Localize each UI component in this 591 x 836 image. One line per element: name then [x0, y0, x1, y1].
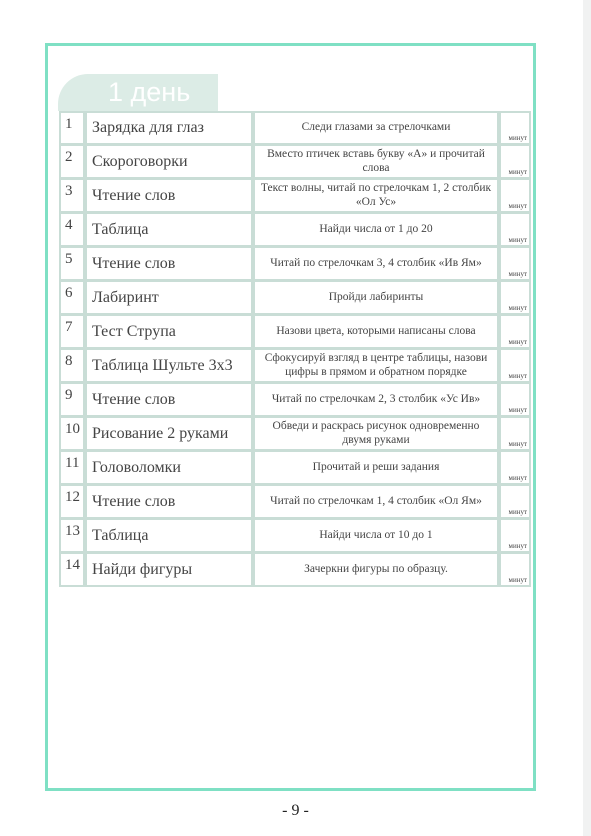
task-name: Чтение слов [85, 485, 253, 519]
task-row [59, 281, 531, 315]
task-number: 9 [59, 383, 85, 417]
task-description: Читай по стрелочкам 2, 3 столбик «Ус Ив» [253, 383, 499, 417]
task-row [59, 315, 531, 349]
minutes-field [499, 213, 531, 247]
task-number: 1 [59, 111, 85, 145]
task-name: Головоломки [85, 451, 253, 485]
minutes-unit-label: минут [508, 406, 527, 414]
task-number: 12 [59, 485, 85, 519]
task-name: Рисование 2 руками [85, 417, 253, 451]
task-row [59, 383, 531, 417]
task-row [59, 553, 531, 587]
task-number: 14 [59, 553, 85, 587]
minutes-field [499, 383, 531, 417]
page-number: - 9 - [282, 802, 309, 819]
task-table [59, 111, 531, 587]
minutes-field [499, 349, 531, 383]
task-name: Найди фигуры [85, 553, 253, 587]
task-name: Зарядка для глаз [85, 111, 253, 145]
task-number: 2 [59, 145, 85, 179]
minutes-field [499, 519, 531, 553]
minutes-field [499, 315, 531, 349]
page-edge-strip [583, 0, 591, 836]
minutes-unit-label: минут [508, 474, 527, 482]
task-number: 3 [59, 179, 85, 213]
task-number: 4 [59, 213, 85, 247]
minutes-field [499, 451, 531, 485]
task-description: Сфокусируй взгляд в центре таблицы, назови цифры в прямом и обратном порядке [253, 349, 499, 383]
task-name: Таблица [85, 213, 253, 247]
task-description: Следи глазами за стрелочками [253, 111, 499, 145]
minutes-unit-label: минут [508, 168, 527, 176]
task-row [59, 485, 531, 519]
task-description: Читай по стрелочкам 1, 4 столбик «Ол Ям» [253, 485, 499, 519]
task-name: Чтение слов [85, 179, 253, 213]
task-row [59, 247, 531, 281]
task-row [59, 451, 531, 485]
task-description: Читай по стрелочкам 3, 4 столбик «Ив Ям» [253, 247, 499, 281]
minutes-unit-label: минут [508, 440, 527, 448]
task-row [59, 179, 531, 213]
minutes-unit-label: минут [508, 202, 527, 210]
task-number: 5 [59, 247, 85, 281]
task-number: 11 [59, 451, 85, 485]
task-description: Вместо птичек вставь букву «А» и прочитай слова [253, 145, 499, 179]
task-row [59, 111, 531, 145]
task-table-body [59, 111, 531, 587]
task-name: Чтение слов [85, 383, 253, 417]
minutes-field [499, 247, 531, 281]
task-name: Тест Струпа [85, 315, 253, 349]
task-name: Лабиринт [85, 281, 253, 315]
task-description: Найди числа от 1 до 20 [253, 213, 499, 247]
minutes-unit-label: минут [508, 134, 527, 142]
task-description: Зачеркни фигуры по образцу. [253, 553, 499, 587]
task-number: 13 [59, 519, 85, 553]
task-number: 10 [59, 417, 85, 451]
day-tab: 1 день [58, 74, 218, 111]
minutes-unit-label: минут [508, 542, 527, 550]
minutes-field [499, 145, 531, 179]
task-name: Таблица [85, 519, 253, 553]
minutes-unit-label: минут [508, 372, 527, 380]
task-number: 6 [59, 281, 85, 315]
task-row [59, 213, 531, 247]
task-name: Чтение слов [85, 247, 253, 281]
minutes-field [499, 111, 531, 145]
task-description: Текст волны, читай по стрелочкам 1, 2 столбик «Ол Ус» [253, 179, 499, 213]
minutes-unit-label: минут [508, 304, 527, 312]
minutes-unit-label: минут [508, 270, 527, 278]
task-number: 8 [59, 349, 85, 383]
minutes-unit-label: минут [508, 236, 527, 244]
task-description: Обведи и раскрась рисунок одновременно двумя руками [253, 417, 499, 451]
task-row [59, 519, 531, 553]
task-number: 7 [59, 315, 85, 349]
minutes-unit-label: минут [508, 338, 527, 346]
task-name: Скороговорки [85, 145, 253, 179]
task-description: Пройди лабиринты [253, 281, 499, 315]
minutes-field [499, 179, 531, 213]
task-row [59, 349, 531, 383]
task-name: Таблица Шульте 3х3 [85, 349, 253, 383]
minutes-field [499, 281, 531, 315]
minutes-field [499, 553, 531, 587]
minutes-field [499, 485, 531, 519]
task-description: Назови цвета, которыми написаны слова [253, 315, 499, 349]
task-row [59, 417, 531, 451]
minutes-unit-label: минут [508, 576, 527, 584]
task-row [59, 145, 531, 179]
task-description: Прочитай и реши задания [253, 451, 499, 485]
task-description: Найди числа от 10 до 1 [253, 519, 499, 553]
minutes-unit-label: минут [508, 508, 527, 516]
minutes-field [499, 417, 531, 451]
